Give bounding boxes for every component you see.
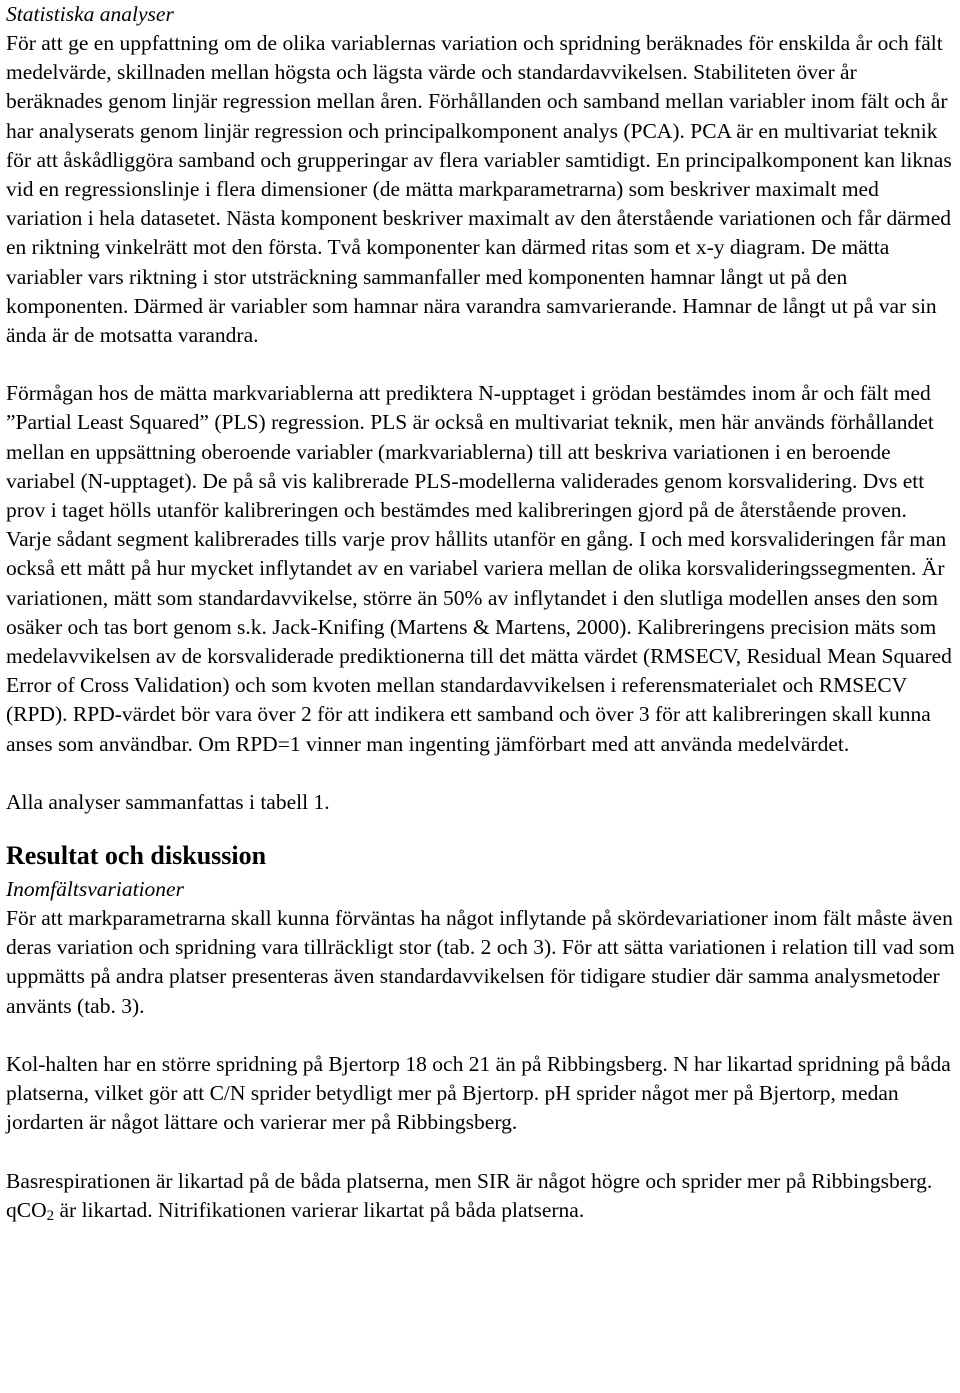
paragraph-gap	[6, 350, 956, 379]
paragraph-gap	[6, 759, 956, 788]
subheading-inomfaltsvariationer: Inomfältsvariationer	[6, 877, 184, 902]
paragraph-summary-table: Alla analyser sammanfattas i tabell 1.	[6, 789, 330, 814]
paragraph-gap	[6, 1138, 956, 1167]
paragraph-pls-regression: Förmågan hos de mätta markvariablerna att prediktera N-upptaget i grödan bestämdes inom år och fält med ”Partial Least Squared” (PLS) regression. PLS är också en multivariat teknik, men här används förhållandet mellan en uppsättning oberoende variabler (markvariablerna) till att beskriva variationen i en beroende variabel (N-upptaget). De på så vis kalibrerade PLS-modellerna validerades genom korsvalidering. Dvs ett prov i taget hölls utanför kalibreringen och bestämdes med kalibreringen gjord på de återstående proven. Varje sådant segment kalibrerades tills varje prov hållits utanför en gång. I och med korsvalideringen får man också ett mått på hur mycket inflytandet av en variabel variera mellan de olika korsvalideringssegmenten. Är variationen, mätt som standardavvikelse, större än 50% av inflytandet i den slutliga modellen anses den som osäker och tas bort genom s.k. Jack-Knifing (Martens & Martens, 2000). Kalibreringens precision mäts som medelavvikelsen av de korsvaliderade prediktionerna till det mätta värdet (RMSECV, Residual Mean Squared Error of Cross Validation) och som kvoten mellan standardavvikelsen i referensmaterialet och RMSECV (RPD). RPD-värdet bör vara över 2 för att indikera ett samband och över 3 för att kalibreringen skall kunna anses som användbar. Om RPD=1 vinner man ingenting jämförbart med att använda medelvärdet.	[6, 381, 952, 756]
respiration-text-after: är likartad. Nitrifikationen varierar likartat på båda platserna.	[54, 1197, 585, 1222]
paragraph-carbon-nitrogen: Kol-halten har en större spridning på Bjertorp 18 och 21 än på Ribbingsberg. N har likartad spridning på båda platserna, vilket gör att C/N sprider betydligt mer på Bjertorp. pH sprider något mer på Bjertorp, medan jordarten är något lättare och varierar mer på Ribbingsberg.	[6, 1051, 951, 1135]
paragraph-field-variation: För att markparametrarna skall kunna förväntas ha något inflytande på skördevariationer inom fält måste även deras variation och spridning vara tillräckligt stor (tab. 2 och 3). För att sätta variationen i relation till vad som uppmätts på andra platser presenteras även standardavvikelsen för tidigare studier där samma analysmetoder använts (tab. 3).	[6, 906, 955, 1018]
subscript-2: 2	[46, 1207, 55, 1224]
section-heading-resultat: Resultat och diskussion	[6, 841, 267, 871]
section-gap	[6, 817, 956, 839]
respiration-text-before: Basrespirationen är likartad på de båda platserna, men SIR är något högre och sprider mer på Ribbingsberg. qCO	[6, 1168, 933, 1222]
section-heading-statistiska-analyser: Statistiska analyser	[6, 2, 174, 26]
document-page	[6, 0, 956, 1225]
paragraph-respiration	[6, 1167, 956, 1225]
paragraph-statistical-methods: För att ge en uppfattning om de olika variablernas variation och spridning beräknades för enskilda år och fält medelvärde, skillnaden mellan högsta och lägsta värde och standardavvikelsen. Stabiliteten över år beräknades genom linjär regression mellan åren. Förhållanden och samband mellan variabler inom fält och år har analyserats genom linjär regression och principalkomponent analys (PCA). PCA är en multivariat teknik för att åskådliggöra samband och grupperingar av flera variabler samtidigt. En principalkomponent kan liknas vid en regressionslinje i flera dimensioner (de mätta markparametrarna) som beskriver maximalt med variation i hela datasetet. Nästa komponent beskriver maximalt av den återstående variationen och får därmed en riktning vinkelrätt mot den första. Två komponenter kan därmed ritas som et x-y diagram. De mätta variabler vars riktning i stor utsträckning sammanfaller med komponenten hamnar långt ut på den komponenten. Därmed är variabler som hamnar nära varandra samvarierande. Hamnar de långt ut på var sin ända är de motsatta varandra.	[6, 31, 952, 348]
paragraph-gap	[6, 1021, 956, 1050]
